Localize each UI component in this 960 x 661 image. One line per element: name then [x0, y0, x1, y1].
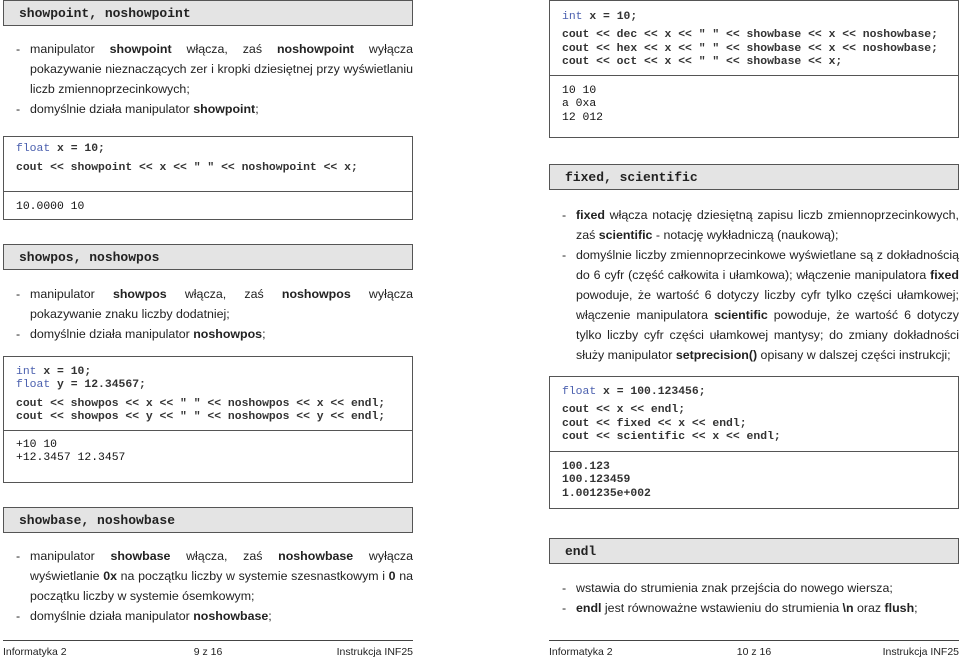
- keyword: int: [16, 366, 37, 378]
- fixed-code-box: [549, 376, 959, 509]
- showpos-description: [3, 284, 413, 344]
- footer-page-number: 10 z 16: [736, 646, 772, 658]
- code-line: [562, 386, 958, 399]
- code-text: x = 100.123456;: [596, 386, 706, 398]
- showpoint-description: [3, 39, 413, 119]
- code-section: [550, 1, 958, 76]
- code-line: cout << hex << x << " " << showbase << x << noshowbase;: [562, 42, 938, 55]
- bullet-item: - manipulator showbase włącza, zaś noshowbase wyłącza wyświetlanie 0x na początku liczby w systemie szesnastkowym i 0 na początku liczby w systemie ósemkowym;: [3, 546, 413, 606]
- section-header-showpoint: showpoint, noshowpoint: [3, 0, 413, 26]
- output-section: [550, 76, 958, 125]
- code-section: [4, 357, 412, 431]
- showpos-code-box: [3, 356, 413, 483]
- keyword-term: 0x: [103, 569, 118, 583]
- footer-doc-id: Instrukcja INF25: [336, 646, 414, 658]
- code-line: [562, 11, 958, 24]
- keyword-term: \n: [842, 601, 854, 615]
- output-line: 10.0000 10: [16, 201, 85, 213]
- keyword-term: showpoint: [193, 102, 256, 116]
- bullet-item: - domyślnie działa manipulator noshowpos;: [3, 324, 413, 344]
- showpoint-code-box: [3, 136, 413, 220]
- section-header-endl: endl: [549, 538, 959, 564]
- bullet-item: - wstawia do strumienia znak przejścia do nowego wiersza;: [549, 578, 959, 598]
- code-line: [16, 143, 412, 156]
- output-line: 12 012: [562, 111, 604, 124]
- code-text: y = 12.34567;: [50, 379, 146, 392]
- keyword-term: endl: [576, 601, 602, 615]
- keyword-term: showpoint: [109, 42, 172, 56]
- output-line: 100.123: [562, 461, 610, 474]
- code-line: [16, 366, 412, 379]
- footer-page-number: 9 z 16: [193, 646, 223, 658]
- keyword-term: setprecision(): [675, 348, 758, 362]
- output-line: a 0xa: [562, 98, 597, 111]
- footer-doc-id: Instrukcja INF25: [882, 646, 960, 658]
- bullet-item: - fixed włącza notację dziesiętną zapisu liczb zmiennoprzecinkowych, zaś scientific - notację wykładniczą (naukową);: [549, 205, 959, 245]
- keyword-term: fixed: [576, 208, 605, 222]
- keyword-term: scientific: [598, 228, 653, 242]
- bullet-item: - domyślnie działa manipulator noshowbase;: [3, 606, 413, 626]
- keyword-term: scientific: [714, 308, 768, 322]
- keyword: float: [16, 379, 51, 392]
- section-header-showbase: showbase, noshowbase: [3, 507, 413, 533]
- output-line: 1.001235e+002: [562, 487, 651, 500]
- keyword-term: flush: [884, 601, 915, 615]
- keyword: int: [562, 11, 583, 23]
- keyword-term: noshowpoint: [276, 42, 355, 56]
- keyword-term: 0: [388, 569, 396, 583]
- code-line: [16, 379, 412, 392]
- code-section: [550, 377, 958, 452]
- code-line: cout << showpos << y << " " << noshowpos << y << endl;: [16, 410, 386, 423]
- code-line: cout << fixed << x << endl;: [562, 417, 747, 430]
- output-line: 10 10: [562, 85, 597, 98]
- code-line: [16, 162, 412, 175]
- output-section: [4, 192, 412, 214]
- code-text: x = 10;: [50, 143, 105, 155]
- keyword-term: showpos: [112, 287, 167, 301]
- keyword: float: [16, 143, 51, 155]
- output-section: [550, 452, 958, 501]
- bullet-item: - endl jest równoważne wstawieniu do strumienia \n oraz flush;: [549, 598, 959, 618]
- bullet-item: - manipulator showpoint włącza, zaś noshowpoint wyłącza pokazywanie nieznaczących zer i kropki dziesiętnej przy wyświetlaniu liczb zmiennoprzecinkowych;: [3, 39, 413, 99]
- code-line: cout << scientific << x << endl;: [562, 430, 781, 443]
- bullet-item: - domyślnie działa manipulator showpoint;: [3, 99, 413, 119]
- footer-course: Informatyka 2: [3, 646, 67, 658]
- keyword-term: noshowpos: [281, 287, 351, 301]
- showbase-code-box: [549, 0, 959, 138]
- keyword-term: noshowbase: [193, 609, 269, 623]
- code-line: cout << x << endl;: [562, 404, 686, 417]
- code-line: cout << dec << x << " " << showbase << x << noshowbase;: [562, 29, 938, 42]
- section-header-fixed: fixed, scientific: [549, 164, 959, 190]
- keyword: float: [562, 386, 597, 398]
- keyword-term: noshowbase: [278, 549, 354, 563]
- footer-right: [549, 640, 959, 661]
- output-line: 100.123459: [562, 474, 631, 487]
- code-text: x = 10;: [36, 366, 92, 378]
- code-section: [4, 137, 412, 192]
- output-line: +10 10: [16, 439, 58, 452]
- footer-course: Informatyka 2: [549, 646, 613, 658]
- code-line: cout << showpos << x << " " << noshowpos << x << endl;: [16, 397, 386, 410]
- keyword-term: showbase: [110, 549, 171, 563]
- keyword-term: fixed: [930, 268, 959, 282]
- keyword-term: noshowpos: [193, 327, 263, 341]
- code-line: cout << oct << x << " " << showbase << x;: [562, 55, 843, 68]
- output-section: [4, 431, 412, 466]
- code-text: cout << showpoint << x << " " << noshowpoint << x;: [16, 162, 358, 175]
- output-line: +12.3457 12.3457: [16, 452, 126, 465]
- showbase-description: [3, 546, 413, 626]
- section-header-showpos: showpos, noshowpos: [3, 244, 413, 270]
- fixed-description: [549, 205, 959, 365]
- endl-description: [549, 578, 959, 618]
- bullet-item: - domyślnie liczby zmiennoprzecinkowe wyświetlane są z dokładnością do 6 cyfr (część całkowita i ułamkowa); włączenie manipulatora fixed powoduje, że wartość 6 dotyczy liczby cyfr tylko części ułamkowej; włączenie manipulatora scientific powoduje, że wartość 6 dotyczy tylko liczby cyfr części ułamkowej mantysy; do zmiany dokładności służy manipulator setprecision() opisany w dalszej części instrukcji;: [549, 245, 959, 365]
- code-text: x = 10;: [582, 11, 638, 23]
- footer-left: [3, 640, 413, 661]
- bullet-item: - manipulator showpos włącza, zaś noshowpos wyłącza pokazywanie znaku liczby dodatniej;: [3, 284, 413, 324]
